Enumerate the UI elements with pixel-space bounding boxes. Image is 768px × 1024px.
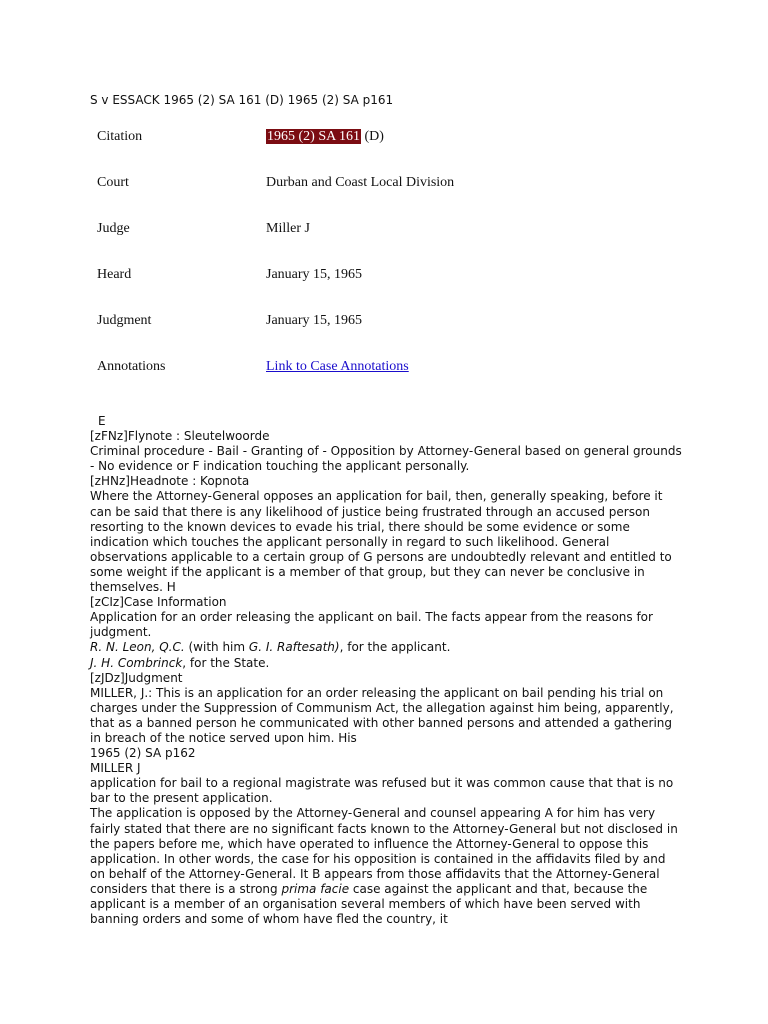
page-reference: 1965 (2) SA p162 [90,746,196,761]
case-info-text: Application for an order releasing the applicant on bail. The facts appear from the reasons for judgment. [90,610,653,640]
counsel-1-end: , for the applicant. [339,640,451,655]
flynote-text: Criminal procedure - Bail - Granting of - Opposition by Attorney-General based on general grounds - No evidence or F indication touching the applicant personally. [90,444,682,474]
citation-row [97,128,657,174]
judgment-paragraph-3 [90,806,682,927]
judge-value: Miller J [266,221,310,236]
counsel-1-name: R. N. Leon, Q.C. [90,640,185,655]
annotations-value [266,358,409,376]
heard-value: January 15, 1965 [266,267,363,282]
judgment-heading: [zJDz]Judgment [90,670,183,685]
annotations-label: Annotations [97,359,166,374]
court-row [97,174,657,220]
judge-row [97,220,657,266]
counsel-1-mid: (with him [184,640,249,655]
citation-highlight: 1965 (2) SA 161 [267,129,360,144]
counsel-2-end: , for the State. [182,655,270,670]
court-value: Durban and Coast Local Division [266,175,455,190]
citation-suffix: (D) [360,129,384,144]
counsel-1-name2: G. I. Raftesath) [248,640,340,655]
citation-label: Citation [97,129,143,144]
headnote-heading: [zHNz]Headnote : Kopnota [90,474,250,489]
heard-label: Heard [97,267,132,282]
case-info-heading: [zCIz]Case Information [90,595,227,610]
heard-row [97,266,657,312]
court-label: Court [97,175,129,190]
citation-value [266,128,384,146]
counsel-2-name: J. H. Combrinck [90,655,183,670]
case-annotations-link[interactable]: Link to Case Annotations [266,359,409,374]
margin-marker-e: E [98,414,106,428]
judgment-date-label: Judgment [97,313,152,328]
judge-label: Judge [97,221,130,236]
case-details-table [97,128,657,404]
judgment-p3-end: case against the applicant and that, because the applicant is a member of an organisation several members of which have been served with banning orders and some of whom have fled the country, it [90,881,648,927]
judgment-paragraph-1: MILLER, J.: This is an application for an order releasing the applicant on bail pending his trial on charges under the Suppression of Communism Act, the allegation against him being, apparently, that as a banned person he communicated with other banned persons and attended a gathering in breach of the notice served upon him. His [90,685,674,745]
judgment-p3-start: The application is opposed by the Attorney-General and counsel appearing A for him has very fairly stated that there are no significant facts known to the Attorney-General but not disclosed in the papers before me, which have operated to influence the Attorney-General to oppose this application. In other words, the case for his opposition is contained in the affidavits filed by and on behalf of the Attorney-General. It B appears from those affidavits that the Attorney-General considers that there is a strong [90,806,678,896]
annotations-row [97,358,657,404]
page-title: S v ESSACK 1965 (2) SA 161 (D) 1965 (2) SA p161 [90,93,394,107]
page-judge-name: MILLER J [90,761,141,776]
judgment-paragraph-2: application for bail to a regional magistrate was refused but it was common cause that that is no bar to the present application. [90,776,674,806]
headnote-text: Where the Attorney-General opposes an application for bail, then, generally speaking, before it can be said that there is any likelihood of justice being frustrated through an accused person resorting to the known devices to evade his trial, there should be some evidence or some indication which touches the applicant personally in regard to such likelihood. General observations applicable to a certain group of G persons are undoubtedly relevant and entitled to some weight if the applicant is a member of that group, but they can never be conclusive in themselves. H [90,489,672,595]
judgment-date-row [97,312,657,358]
counsel-applicant [90,640,682,655]
judgment-date-value: January 15, 1965 [266,313,363,328]
flynote-heading: [zFNz]Flynote : Sleutelwoorde [90,429,270,444]
prima-facie-term: prima facie [281,881,350,896]
case-body [90,414,682,927]
counsel-state [90,656,682,671]
